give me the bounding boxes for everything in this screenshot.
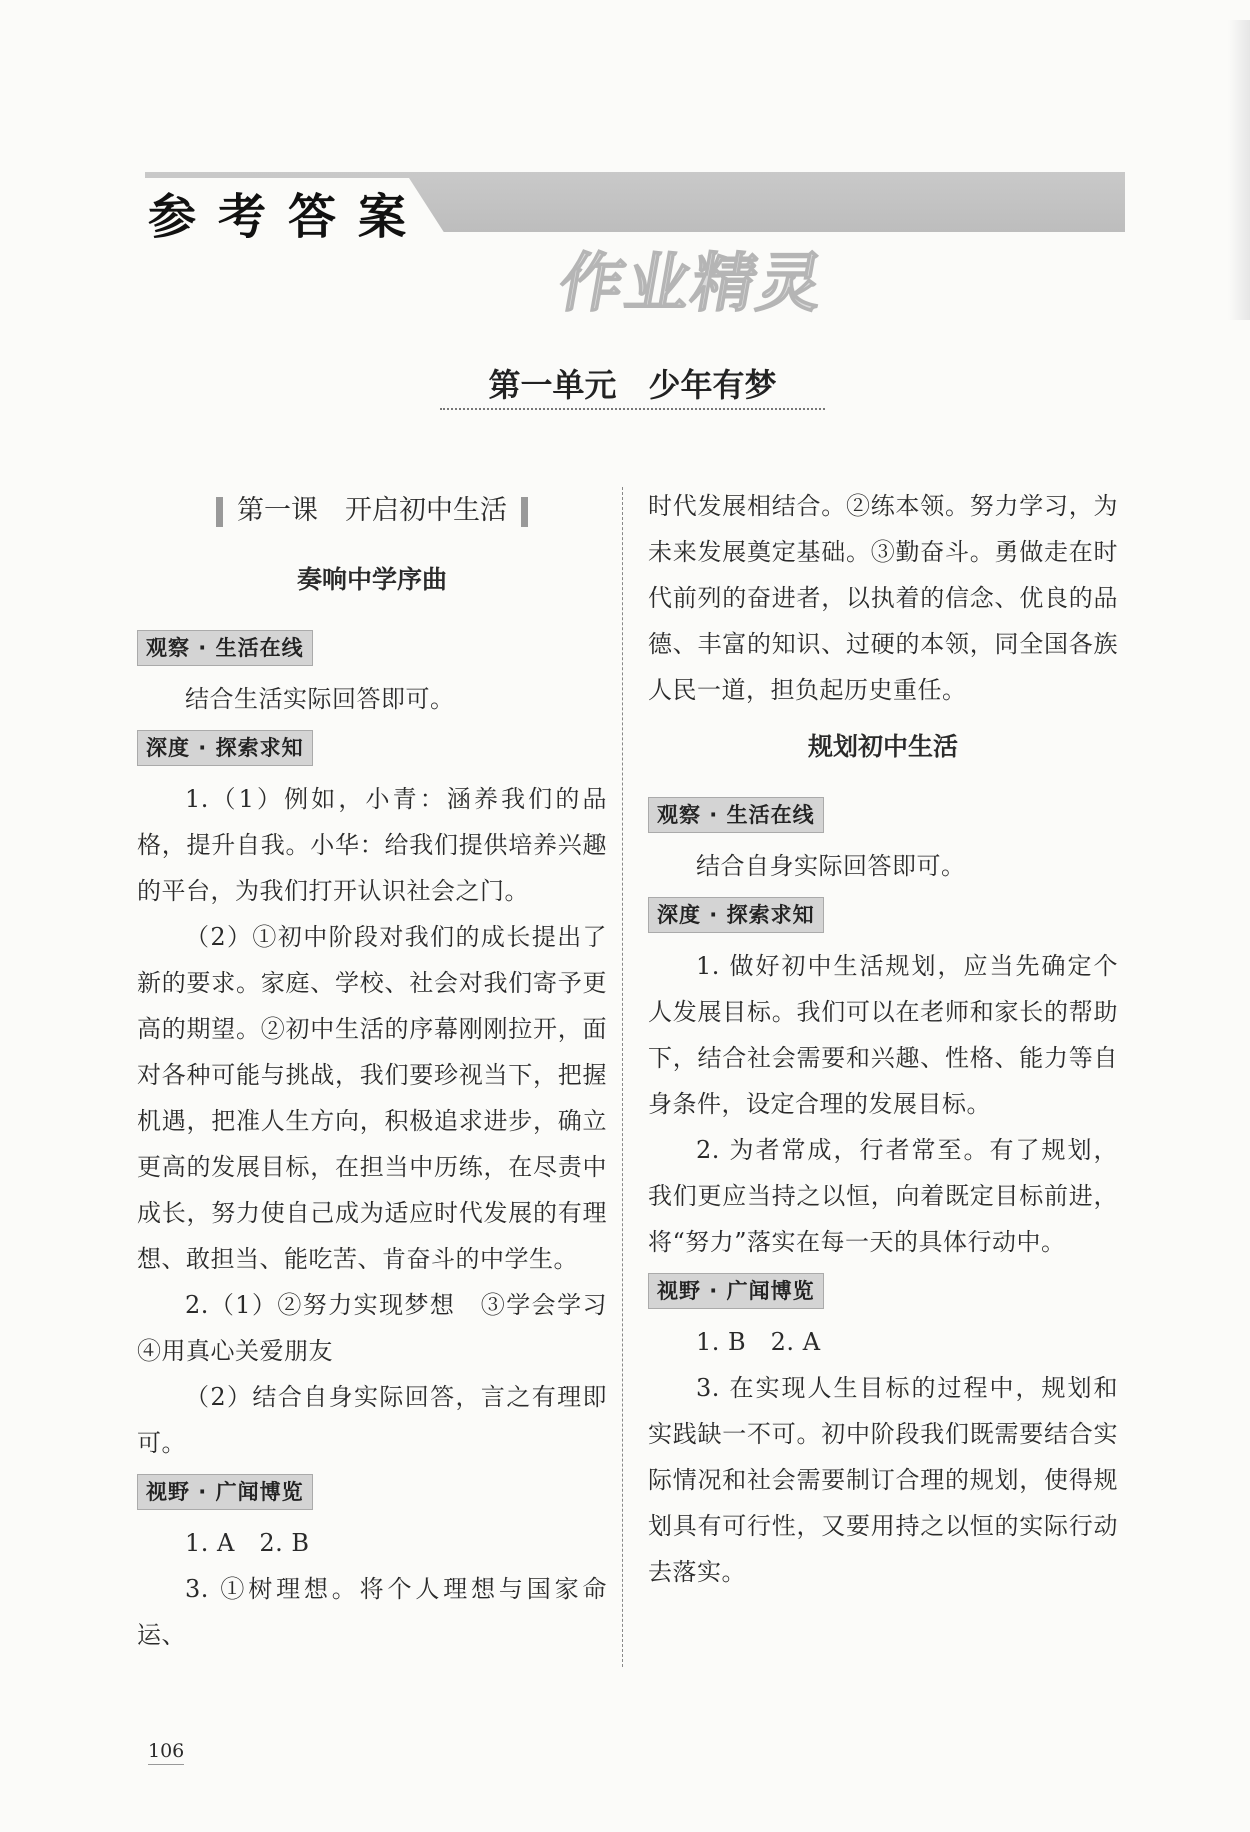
page-number: 106	[148, 1740, 184, 1765]
left-column	[137, 560, 607, 1658]
section-label-explore: 深度 · 探索求知	[648, 897, 824, 933]
lesson-heading	[137, 488, 607, 527]
answer-text: 结合生活实际回答即可。	[185, 685, 455, 713]
heading-bar-left	[216, 497, 223, 527]
right-column	[648, 483, 1118, 1595]
answer-paragraph: 2.（1）②努力实现梦想 ③学会学习④用真心关爱朋友	[137, 1291, 607, 1365]
answer-paragraph: 时代发展相结合。②练本领。努力学习，为未来发展奠定基础。③勤奋斗。勇做走在时代前列的奋进者，以执着的信念、优良的品德、丰富的知识、过硬的本领，同全国各族人民一道，担负起历史重任。	[648, 492, 1118, 704]
answer-text: 结合自身实际回答即可。	[696, 852, 966, 880]
answer-paragraph: 3. ①树理想。将个人理想与国家命运、	[137, 1575, 607, 1649]
heading-bar-right	[521, 497, 528, 527]
unit-title-underline	[440, 408, 825, 410]
answer-choices: 1. B 2. A	[696, 1328, 821, 1356]
section-subtitle: 规划初中生活	[807, 732, 958, 761]
answer-paragraph: 1.（1）例如，小青：涵养我们的品格，提升自我。小华：给我们提供培养兴趣的平台，为我们打开认识社会之门。	[137, 785, 607, 905]
watermark: 作业精灵	[553, 247, 831, 321]
section-label-explore: 深度 · 探索求知	[137, 730, 313, 766]
answer-paragraph: 2. 为者常成，行者常至。有了规划，我们更应当持之以恒，向着既定目标前进，将“努力”落实在每一天的具体行动中。	[648, 1136, 1118, 1256]
unit-title: 第一单元 少年有梦	[488, 366, 777, 404]
page-edge-shadow	[1228, 20, 1250, 320]
section-label-horizon: 视野 · 广闻博览	[648, 1273, 824, 1309]
lesson-title: 第一课 开启初中生活	[237, 495, 507, 526]
section-subtitle: 奏响中学序曲	[296, 565, 447, 594]
section-label-horizon: 视野 · 广闻博览	[137, 1474, 313, 1510]
column-divider	[622, 487, 623, 1667]
answer-paragraph: （2）结合自身实际回答，言之有理即可。	[137, 1383, 607, 1457]
answer-paragraph: （2）①初中阶段对我们的成长提出了新的要求。家庭、学校、社会对我们寄予更高的期望。②初中生活的序幕刚刚拉开，面对各种可能与挑战，我们要珍视当下，把握机遇，把准人生方向，积极追求进步，确立更高的发展目标，在担当中历练，在尽责中成长，努力使自己成为适应时代发展的有理想、敢担当、能吃苦、肯奋斗的中学生。	[137, 923, 607, 1273]
page-title: 参考答案	[148, 189, 429, 245]
answer-paragraph: 3. 在实现人生目标的过程中，规划和实践缺一不可。初中阶段我们既需要结合实际情况和社会需要制订合理的规划，使得规划具有可行性，又要用持之以恒的实际行动去落实。	[648, 1374, 1118, 1586]
section-label-observe: 观察 · 生活在线	[648, 797, 824, 833]
answer-paragraph: 1. 做好初中生活规划，应当先确定个人发展目标。我们可以在老师和家长的帮助下，结合社会需要和兴趣、性格、能力等自身条件，设定合理的发展目标。	[648, 952, 1118, 1118]
section-label-observe: 观察 · 生活在线	[137, 630, 313, 666]
answer-choices: 1. A 2. B	[185, 1529, 310, 1557]
